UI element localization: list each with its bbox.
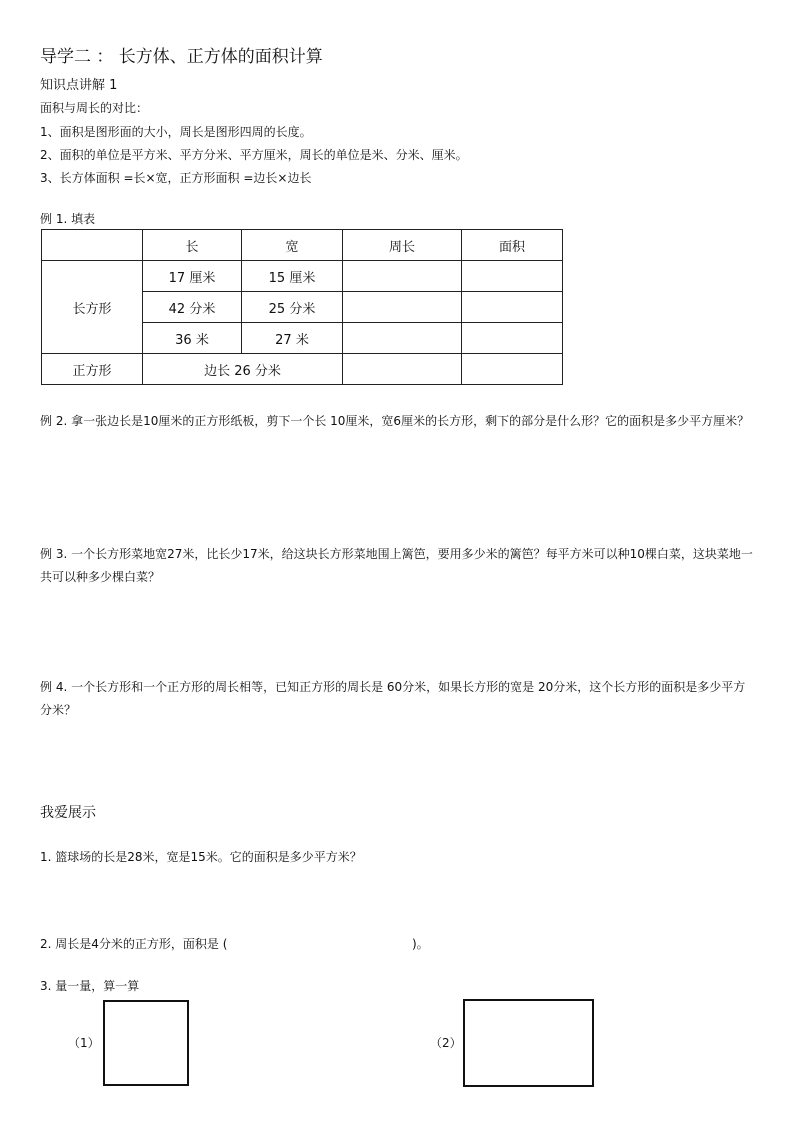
figure-1-label: （1） xyxy=(68,1036,100,1050)
fill-in-table xyxy=(41,229,563,385)
table-header-row xyxy=(42,230,563,261)
knowledge-line-1: 1、面积是图形面的大小，周长是图形四周的长度。 xyxy=(40,125,312,139)
page-title: 导学二 ： 长方体、正方体的面积计算 xyxy=(40,47,323,67)
table-header-cell: 周长 xyxy=(343,230,462,261)
table-cell: 25 分米 xyxy=(242,292,343,323)
table-header-cell xyxy=(42,230,143,261)
question-2-prefix: 2. 周长是4分米的正方形，面积是 ( xyxy=(40,937,228,951)
example4-text: 例 4. 一个长方形和一个正方形的周长相等，已知正方形的周长是 60分米，如果长方形的宽是 20分米，这个长方形的面积是多少平方分米？ xyxy=(40,680,746,717)
question-3: 3. 量一量，算一算 xyxy=(40,979,140,993)
answer-cell[interactable] xyxy=(343,354,462,385)
table-header-cell: 长 xyxy=(143,230,242,261)
example3-text: 例 3. 一个长方形菜地宽27米，比长少17米，给这块长方形菜地围上篱笆，要用多少米的篱笆？每平方米可以种10棵白菜，这块菜地一共可以种多少棵白菜？ xyxy=(40,547,753,584)
table-cell: 15 厘米 xyxy=(242,261,343,292)
square-figure xyxy=(103,1000,189,1086)
table-header-cell: 面积 xyxy=(462,230,563,261)
answer-cell[interactable] xyxy=(462,323,563,354)
rectangle-figure xyxy=(463,999,594,1087)
answer-cell[interactable] xyxy=(462,354,563,385)
section-heading: 知识点讲解 1 xyxy=(40,78,118,93)
table-row xyxy=(42,354,563,385)
table-cell: 27 米 xyxy=(242,323,343,354)
knowledge-line-2: 2、面积的单位是平方米、平方分米、平方厘米，周长的单位是米、分米、厘米。 xyxy=(40,148,468,162)
figure-2-label: （2） xyxy=(430,1036,462,1050)
question-2-suffix: )。 xyxy=(412,937,429,951)
answer-cell[interactable] xyxy=(343,292,462,323)
answer-cell[interactable] xyxy=(462,261,563,292)
answer-cell[interactable] xyxy=(462,292,563,323)
rect-label-cell: 长方形 xyxy=(42,261,143,354)
show-heading: 我爱展示 xyxy=(40,805,96,821)
example2-text: 例 2. 拿一张边长是10厘米的正方形纸板，剪下一个长 10厘米，宽6厘米的长方形，剩下的部分是什么形？它的面积是多少平方厘米？ xyxy=(40,414,750,428)
table-cell: 36 米 xyxy=(143,323,242,354)
table-cell: 17 厘米 xyxy=(143,261,242,292)
question-1: 1. 篮球场的长是28米，宽是15米。它的面积是多少平方米？ xyxy=(40,850,362,864)
example1-label: 例 1. 填表 xyxy=(40,212,96,226)
table-row xyxy=(42,261,563,292)
answer-cell[interactable] xyxy=(343,323,462,354)
table-cell: 42 分米 xyxy=(143,292,242,323)
answer-cell[interactable] xyxy=(343,261,462,292)
knowledge-line-0: 面积与周长的对比： xyxy=(40,101,149,115)
knowledge-line-3: 3、长方体面积 =长×宽，正方形面积 =边长×边长 xyxy=(40,171,312,185)
table-header-cell: 宽 xyxy=(242,230,343,261)
square-side-cell: 边长 26 分米 xyxy=(143,354,343,385)
square-label-cell: 正方形 xyxy=(42,354,143,385)
